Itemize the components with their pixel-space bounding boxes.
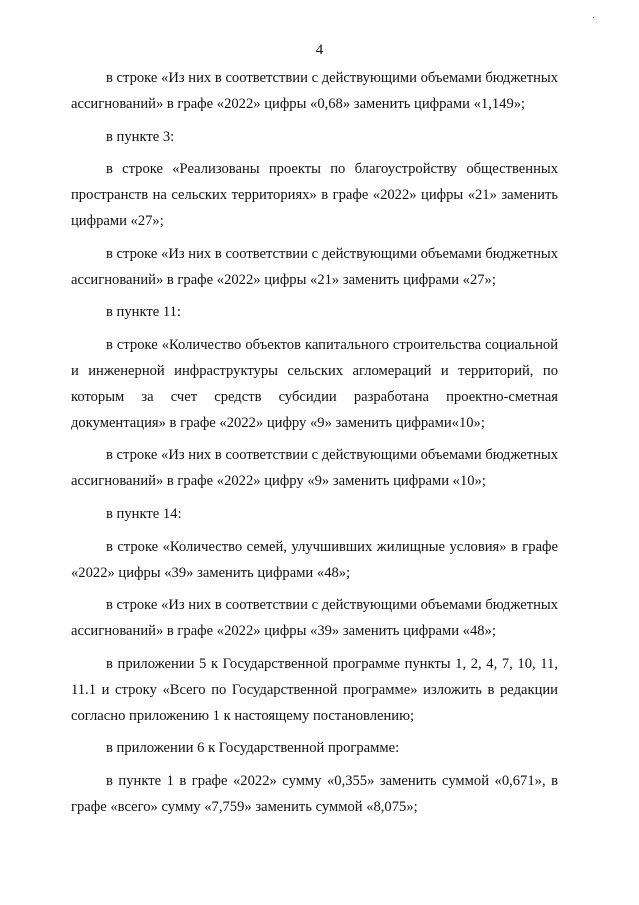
page-number: 4	[315, 42, 324, 58]
paragraph: в строке «Из них в соответствии с действующими объемами бюджетных ассигнований» в графе «2022» цифры «39» заменить цифрами «48»;	[71, 597, 558, 640]
scan-mark: ·	[592, 13, 596, 24]
paragraph: в строке «Из них в соответствии с действующими объемами бюджетных ассигнований» в графе «2022» цифры «21» заменить цифрами «27»;	[71, 245, 558, 288]
paragraph: в строке «Из них в соответствии с действующими объемами бюджетных ассигнований» в графе «2022» цифры «0,68» заменить цифрами «1,149»;	[71, 70, 558, 112]
paragraph: в строке «Из них в соответствии с действующими объемами бюджетных ассигнований» в графе «2022» цифру «9» заменить цифрами «10»;	[71, 447, 558, 490]
paragraph: в приложении 5 к Государственной программе пункты 1, 2, 4, 7, 10, 11, 11.1 и строку «Всего по Государственной программе» изложить в редакции согласно приложению 1 к настоящему постановлению;	[71, 655, 558, 724]
paragraph: в строке «Количество семей, улучшивших жилищные условия» в графе «2022» цифры «39» заменить цифрами «48»;	[71, 538, 558, 581]
document-body	[71, 66, 558, 821]
paragraph: в строке «Реализованы проекты по благоустройству общественных пространств на сельских территориях» в графе «2022» цифры «21» заменить цифрами «27»;	[71, 161, 558, 229]
paragraph: в приложении 6 к Государственной программе:	[106, 740, 400, 757]
paragraph: в пункте 14:	[106, 505, 182, 522]
paragraph: в пункте 11:	[106, 304, 181, 321]
paragraph: в пункте 3:	[106, 128, 175, 145]
paragraph: в пункте 1 в графе «2022» сумму «0,355» заменить суммой «0,671», в графе «всего» сумму «7,759» заменить суммой «8,075»;	[71, 773, 558, 815]
paragraph: в строке «Количество объектов капитального строительства социальной и инженерной инфраструктуры сельских агломераций и территорий, по которым за счет средств субсидии разработана проектно-сметная документация» в графе «2022» цифру «9» заменить цифрами«10»;	[71, 337, 558, 431]
